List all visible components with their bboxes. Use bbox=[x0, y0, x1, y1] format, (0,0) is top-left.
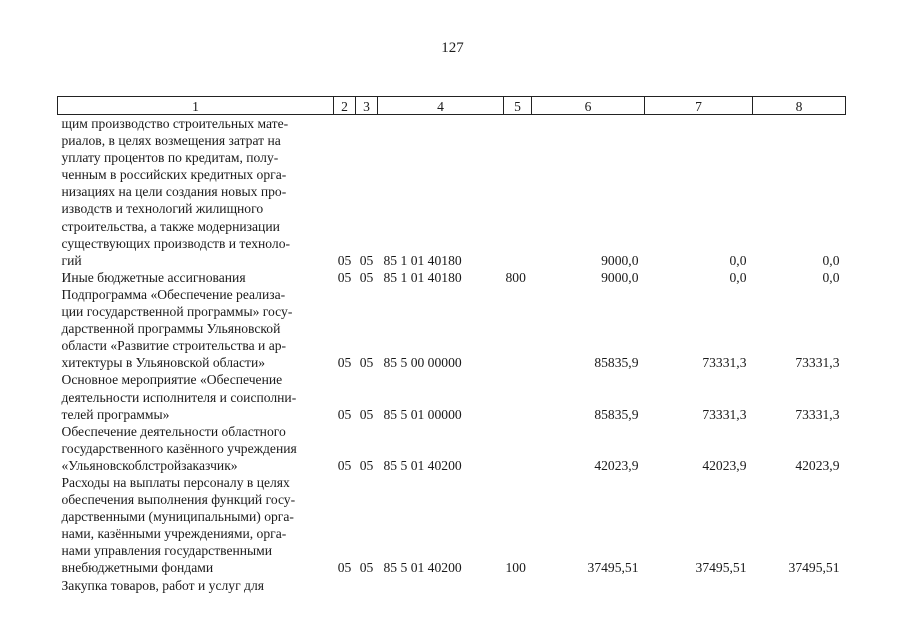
item-name-cell bbox=[58, 423, 334, 474]
item-name-line: Обеспечение деятельности областного bbox=[61, 423, 286, 439]
pr-cell: 05 bbox=[359, 355, 374, 371]
item-name-line: низациях на цели создания новых про- bbox=[61, 184, 287, 200]
item-name-line: уплату процентов по кредитам, полу- bbox=[61, 150, 279, 166]
target-article-cell: 85 5 01 40200 bbox=[383, 457, 462, 473]
item-name-line: Основное мероприятие «Обеспечение bbox=[61, 372, 283, 388]
item-name-line: области «Развитие строительства и ар- bbox=[61, 338, 287, 354]
page-number: 127 bbox=[441, 40, 464, 56]
item-name-line: нами управления государственными bbox=[61, 543, 273, 559]
item-name-cell bbox=[58, 577, 334, 594]
amount-year1-cell: 9000,0 bbox=[601, 269, 639, 285]
target-article-cell: 85 5 00 00000 bbox=[383, 355, 462, 371]
amount-year3-cell bbox=[753, 577, 846, 594]
item-name-line: гий bbox=[61, 252, 82, 268]
amount-year2-cell: 42023,9 bbox=[702, 457, 747, 473]
amount-year2-cell: 73331,3 bbox=[702, 355, 747, 371]
rz-cell: 05 bbox=[337, 457, 352, 473]
item-name-line: дарственными (муниципальными) орга- bbox=[61, 509, 294, 525]
rz-cell bbox=[334, 577, 356, 594]
item-name-line: ченным в российских кредитных орга- bbox=[61, 167, 287, 183]
pr-cell bbox=[356, 577, 378, 594]
rz-cell: 05 bbox=[337, 355, 352, 371]
amount-year3-cell: 73331,3 bbox=[795, 406, 840, 422]
expense-type-cell bbox=[504, 371, 532, 422]
table-header bbox=[58, 97, 846, 115]
item-name-line: обеспечения выполнения функций госу- bbox=[61, 492, 296, 508]
item-name-line: существующих производств и техноло- bbox=[61, 235, 291, 251]
item-name-line: Подпрограмма «Обеспечение реализа- bbox=[61, 286, 286, 302]
expense-type-cell bbox=[504, 286, 532, 371]
item-name-cell bbox=[58, 371, 334, 422]
item-name-line: внебюджетными фондами bbox=[61, 560, 214, 576]
item-name-cell bbox=[58, 474, 334, 577]
item-name-line: изводств и технологий жилищного bbox=[61, 201, 264, 217]
target-article-cell: 85 1 01 40180 bbox=[383, 252, 462, 268]
item-name-line: ции государственной программы» госу- bbox=[61, 304, 293, 320]
item-name-line: Расходы на выплаты персоналу в целях bbox=[61, 474, 290, 490]
item-name-cell bbox=[58, 115, 334, 269]
header-cell-6: 6 bbox=[532, 97, 645, 115]
item-name-line: Иные бюджетные ассигнования bbox=[61, 269, 246, 285]
amount-year2-cell: 0,0 bbox=[729, 269, 747, 285]
amount-year3-cell: 73331,3 bbox=[795, 355, 840, 371]
pr-cell: 05 bbox=[359, 457, 374, 473]
item-name-line: нами, казёнными учреждениями, орга- bbox=[61, 526, 287, 542]
header-row bbox=[58, 97, 846, 115]
item-name-line: дарственной программы Ульяновской bbox=[61, 321, 281, 337]
table-row bbox=[58, 474, 846, 577]
header-cell-8: 8 bbox=[753, 97, 846, 115]
pr-cell: 05 bbox=[359, 560, 374, 576]
amount-year1-cell: 9000,0 bbox=[601, 252, 639, 268]
amount-year3-cell: 0,0 bbox=[822, 269, 840, 285]
header-cell-3: 3 bbox=[356, 97, 378, 115]
header-cell-4: 4 bbox=[378, 97, 504, 115]
target-article-cell: 85 1 01 40180 bbox=[383, 269, 462, 285]
amount-year1-cell: 85835,9 bbox=[594, 406, 639, 422]
rz-cell: 05 bbox=[337, 269, 352, 285]
budget-table bbox=[57, 96, 846, 594]
item-name-line: Закупка товаров, работ и услуг для bbox=[61, 577, 265, 593]
item-name-line: государственного казённого учреждения bbox=[61, 440, 297, 456]
expense-type-cell: 100 bbox=[505, 560, 526, 576]
item-name-cell bbox=[58, 269, 334, 286]
item-name-cell bbox=[58, 286, 334, 371]
expense-type-cell bbox=[504, 577, 532, 594]
pr-cell: 05 bbox=[359, 269, 374, 285]
table-row bbox=[58, 269, 846, 286]
amount-year3-cell: 37495,51 bbox=[788, 560, 840, 576]
table-row bbox=[58, 423, 846, 474]
rz-cell: 05 bbox=[337, 560, 352, 576]
header-cell-5: 5 bbox=[504, 97, 532, 115]
table-row bbox=[58, 286, 846, 371]
rz-cell: 05 bbox=[337, 406, 352, 422]
item-name-line: телей программы» bbox=[61, 406, 170, 422]
header-cell-1: 1 bbox=[58, 97, 334, 115]
target-article-cell: 85 5 01 40200 bbox=[383, 560, 462, 576]
item-name-line: «Ульяновскоблстройзаказчик» bbox=[61, 457, 238, 473]
pr-cell: 05 bbox=[359, 406, 374, 422]
amount-year2-cell: 0,0 bbox=[729, 252, 747, 268]
pr-cell: 05 bbox=[359, 252, 374, 268]
header-cell-7: 7 bbox=[645, 97, 753, 115]
amount-year1-cell: 42023,9 bbox=[594, 457, 639, 473]
amount-year3-cell: 0,0 bbox=[822, 252, 840, 268]
target-article-cell: 85 5 01 00000 bbox=[383, 406, 462, 422]
table-row bbox=[58, 371, 846, 422]
amount-year3-cell: 42023,9 bbox=[795, 457, 840, 473]
expense-type-cell: 800 bbox=[505, 269, 526, 285]
amount-year1-cell: 37495,51 bbox=[587, 560, 639, 576]
amount-year2-cell bbox=[645, 577, 753, 594]
amount-year2-cell: 73331,3 bbox=[702, 406, 747, 422]
table-row bbox=[58, 577, 846, 594]
amount-year2-cell: 37495,51 bbox=[695, 560, 747, 576]
item-name-line: щим производство строительных мате- bbox=[61, 116, 289, 131]
item-name-line: риалов, в целях возмещения затрат на bbox=[61, 133, 281, 149]
target-article-cell bbox=[378, 577, 504, 594]
expense-type-cell bbox=[504, 423, 532, 474]
table-body bbox=[58, 115, 846, 594]
item-name-line: хитектуры в Ульяновской области» bbox=[61, 355, 266, 371]
item-name-line: деятельности исполнителя и соисполни- bbox=[61, 389, 297, 405]
table-row bbox=[58, 115, 846, 269]
item-name-line: строительства, а также модернизации bbox=[61, 218, 280, 234]
expense-type-cell bbox=[504, 115, 532, 269]
amount-year1-cell: 85835,9 bbox=[594, 355, 639, 371]
rz-cell: 05 bbox=[337, 252, 352, 268]
header-cell-2: 2 bbox=[334, 97, 356, 115]
amount-year1-cell bbox=[532, 577, 645, 594]
